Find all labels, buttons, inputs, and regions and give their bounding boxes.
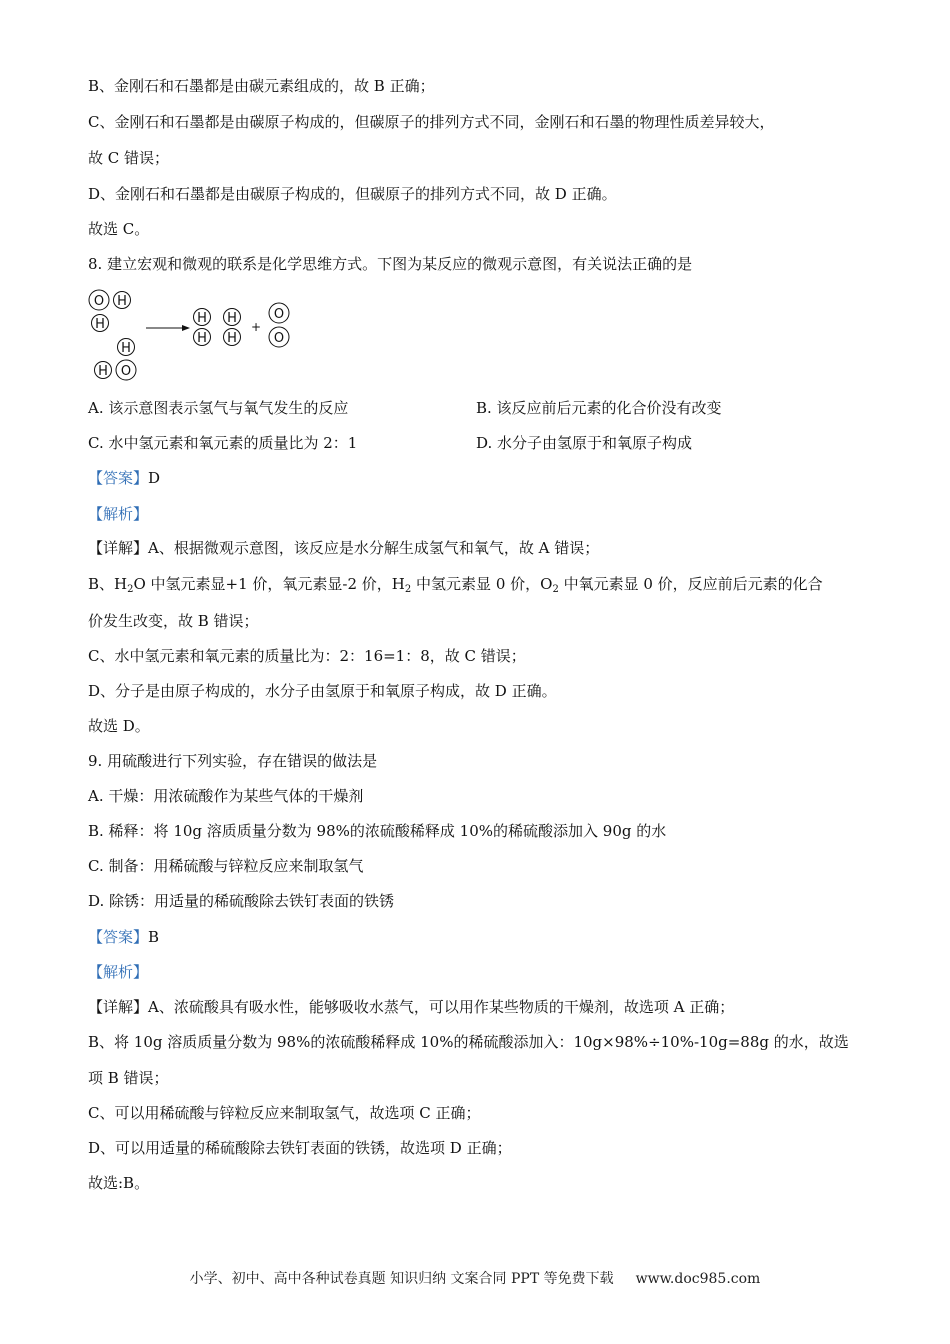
q9-stem: 9. 用硫酸进行下列实验，存在错误的做法是 (88, 752, 378, 770)
svg-text:H: H (121, 341, 131, 356)
svg-text:H: H (117, 294, 127, 309)
svg-text:H: H (227, 331, 237, 346)
svg-text:O: O (120, 364, 132, 379)
q8-stem: 8. 建立宏观和微观的联系是化学思维方式。下图为某反应的微观示意图，有关说法正确的是 (88, 255, 693, 273)
svg-text:H: H (98, 364, 108, 379)
answer-tag: 【答案】 (88, 928, 149, 946)
q9-option-c: C. 制备：用稀硫酸与锌粒反应来制取氢气 (88, 857, 364, 875)
q8-option-b: B. 该反应前后元素的化合价没有改变 (476, 399, 722, 417)
q7-explanation-c-line1: C、金刚石和石墨都是由碳原子构成的，但碳原子的排列方式不同，金刚石和石墨的物理性质差异较大， (88, 113, 775, 131)
q9-detail-d: D、可以用适量的稀硫酸除去铁钉表面的铁锈，故选项 D 正确； (88, 1139, 512, 1157)
svg-text:H: H (197, 331, 207, 346)
q8-option-d: D. 水分子由氢原于和氧原子构成 (476, 434, 693, 452)
q9-option-a: A. 干燥：用浓硫酸作为某些气体的干燥剂 (88, 787, 364, 805)
q8-answer (88, 468, 160, 488)
q9-option-d: D. 除锈：用适量的稀硫酸除去铁钉表面的铁锈 (88, 892, 395, 910)
detail-tag: 【详解】 (88, 998, 149, 1016)
answer-tag: 【答案】 (88, 469, 149, 487)
svg-text:H: H (227, 311, 237, 326)
svg-text:O: O (273, 307, 285, 322)
q8-detail-a: 【详解】A、根据微观示意图，该反应是水分解生成氢气和氧气，故 A 错误； (88, 539, 600, 557)
q8-option-c: C. 水中氢元素和氧元素的质量比为 2：1 (88, 434, 358, 452)
q8-detail-c: C、水中氢元素和氧元素的质量比为：2：16=1：8，故 C 错误； (88, 647, 526, 665)
q8-detail-b-line2: 价发生改变，故 B 错误； (88, 612, 259, 630)
reaction-diagram (86, 286, 306, 384)
q7-explanation-c-line2: 故 C 错误； (88, 149, 170, 167)
answer-value: D (148, 469, 161, 487)
q9-answer (88, 927, 159, 947)
q8-option-a: A. 该示意图表示氢气与氧气发生的反应 (88, 399, 349, 417)
q9-detail-c: C、可以用稀硫酸与锌粒反应来制取氢气，故选项 C 正确； (88, 1104, 481, 1122)
q7-explanation-b: B、金刚石和石墨都是由碳元素组成的，故 B 正确； (88, 77, 435, 95)
q7-explanation-d: D、金刚石和石墨都是由碳原子构成的，但碳原子的排列方式不同，故 D 正确。 (88, 185, 617, 203)
q9-detail-b-line2: 项 B 错误； (88, 1069, 169, 1087)
q8-analysis-tag: 【解析】 (88, 505, 149, 523)
q9-analysis-tag: 【解析】 (88, 963, 149, 981)
q9-option-b: B. 稀释：将 10g 溶质质量分数为 98%的浓硫酸稀释成 10%的稀硫酸添加入 90g 的水 (88, 822, 667, 840)
arrow-icon (146, 325, 190, 331)
svg-text:O: O (273, 331, 285, 346)
q8-detail-d: D、分子是由原子构成的，水分子由氢原于和氧原子构成，故 D 正确。 (88, 682, 557, 700)
q8-conclusion: 故选 D。 (88, 717, 150, 735)
q9-detail-b-line1: B、将 10g 溶质质量分数为 98%的浓硫酸稀释成 10%的稀硫酸添加入：10g×98%÷10%-10g=88g 的水，故选 (88, 1033, 849, 1051)
footer-link[interactable]: www.doc985.com (635, 1271, 761, 1287)
svg-text:H: H (197, 311, 207, 326)
detail-tag: 【详解】 (88, 539, 149, 557)
q9-detail-a: 【详解】A、浓硫酸具有吸水性，能够吸收水蒸气，可以用作某些物质的干燥剂，故选项 A 正确； (88, 998, 735, 1016)
svg-text:H: H (95, 317, 105, 332)
footer-text: 小学、初中、高中各种试卷真题 知识归纳 文案合同 PPT 等免费下载 (189, 1271, 614, 1287)
page-footer (0, 1268, 950, 1288)
plus-sign: + (250, 320, 262, 334)
answer-value: B (148, 928, 160, 946)
svg-text:O: O (93, 294, 105, 309)
q7-conclusion: 故选 C。 (88, 220, 150, 238)
q9-conclusion: 故选:B。 (88, 1174, 150, 1192)
q8-detail-b-line1: B、$H_2O$ 中氢元素显+1 价，氧元素显-2 价，$H_2$ 中氢元素显 0 价，$O_2$ 中氧元素显 0 价，反应前后元素的化合 (88, 575, 823, 595)
